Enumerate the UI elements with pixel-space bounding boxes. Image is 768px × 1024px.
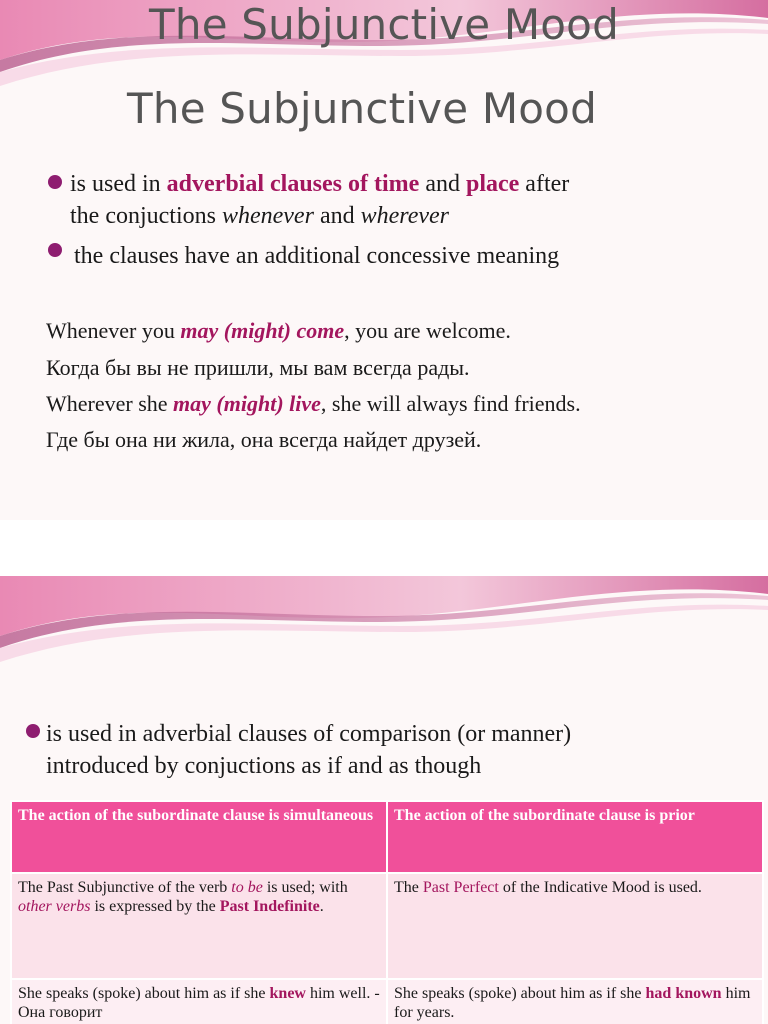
example-line xyxy=(46,316,511,346)
slide-gap xyxy=(0,520,768,576)
highlight-text: to be xyxy=(231,879,263,896)
text: him well. - Она говорит xyxy=(18,985,380,1021)
text: of the Indicative Mood is used. xyxy=(498,879,702,896)
text: . xyxy=(319,898,324,915)
text: and xyxy=(419,171,466,197)
text: The xyxy=(394,879,423,896)
text: , you are welcome. xyxy=(344,318,511,343)
table-header-cell: The action of the subordinate clause is simultaneous xyxy=(11,801,387,873)
text: is expressed by the xyxy=(90,898,220,915)
text: the conjuctions xyxy=(70,203,222,229)
table-header-cell: The action of the subordinate clause is prior xyxy=(387,801,763,873)
bullet-item xyxy=(70,168,750,232)
highlight-text: had known xyxy=(645,985,722,1002)
text: Wherever she xyxy=(46,391,174,416)
text: is used in xyxy=(70,171,167,197)
bullet-dot-icon xyxy=(48,243,62,257)
table-cell xyxy=(11,873,387,979)
table-cell xyxy=(387,873,763,979)
text: is used in adverbial clauses of comparison (or manner) xyxy=(46,721,572,747)
table-row xyxy=(11,873,763,979)
highlight-text: adverbial clauses of time xyxy=(166,171,420,197)
text: and xyxy=(313,203,361,229)
highlight-text: Past Perfect xyxy=(422,879,499,896)
text: , she will always find friends. xyxy=(320,391,581,416)
slide-2 xyxy=(0,576,768,1024)
highlight-text: knew xyxy=(269,985,306,1002)
bullet-item xyxy=(46,718,756,782)
highlight-text: place xyxy=(465,171,520,197)
text: She speaks (spoke) about him as if she xyxy=(18,985,270,1002)
decorative-banner xyxy=(0,576,768,676)
bullet-dot-icon xyxy=(26,724,40,738)
text: him for years. xyxy=(394,985,751,1021)
page-title: The Subjunctive Mood xyxy=(127,84,597,133)
highlight-text: Past Indefinite xyxy=(219,898,320,915)
text: Whenever you xyxy=(46,318,181,343)
table-header-row xyxy=(11,801,763,873)
table-cell xyxy=(387,979,763,1024)
text: The Past Subjunctive of the verb xyxy=(18,879,232,896)
italic-text: wherever xyxy=(360,203,449,229)
highlight-text: may (might) live xyxy=(173,391,321,416)
text: She speaks (spoke) about him as if she xyxy=(394,985,646,1002)
table-cell xyxy=(11,979,387,1024)
italic-text: whenever xyxy=(221,203,314,229)
highlight-text: other verbs xyxy=(18,898,91,915)
bullet-dot-icon xyxy=(48,175,62,189)
comparison-table xyxy=(10,800,764,1024)
page-title: The Subjunctive Mood xyxy=(149,0,619,49)
highlight-text: may (might) come xyxy=(180,318,345,343)
text: after xyxy=(519,171,570,197)
example-line: Где бы она ни жила, она всегда найдет друзей. xyxy=(46,427,482,452)
example-line xyxy=(46,389,581,419)
example-line: Когда бы вы не пришли, мы вам всегда рады. xyxy=(46,355,470,380)
text: introduced by conjuctions as if and as though xyxy=(46,753,482,779)
text: is used; with xyxy=(262,879,348,896)
bullet-item: the clauses have an additional concessive meaning xyxy=(74,243,560,269)
table-row xyxy=(11,979,763,1024)
